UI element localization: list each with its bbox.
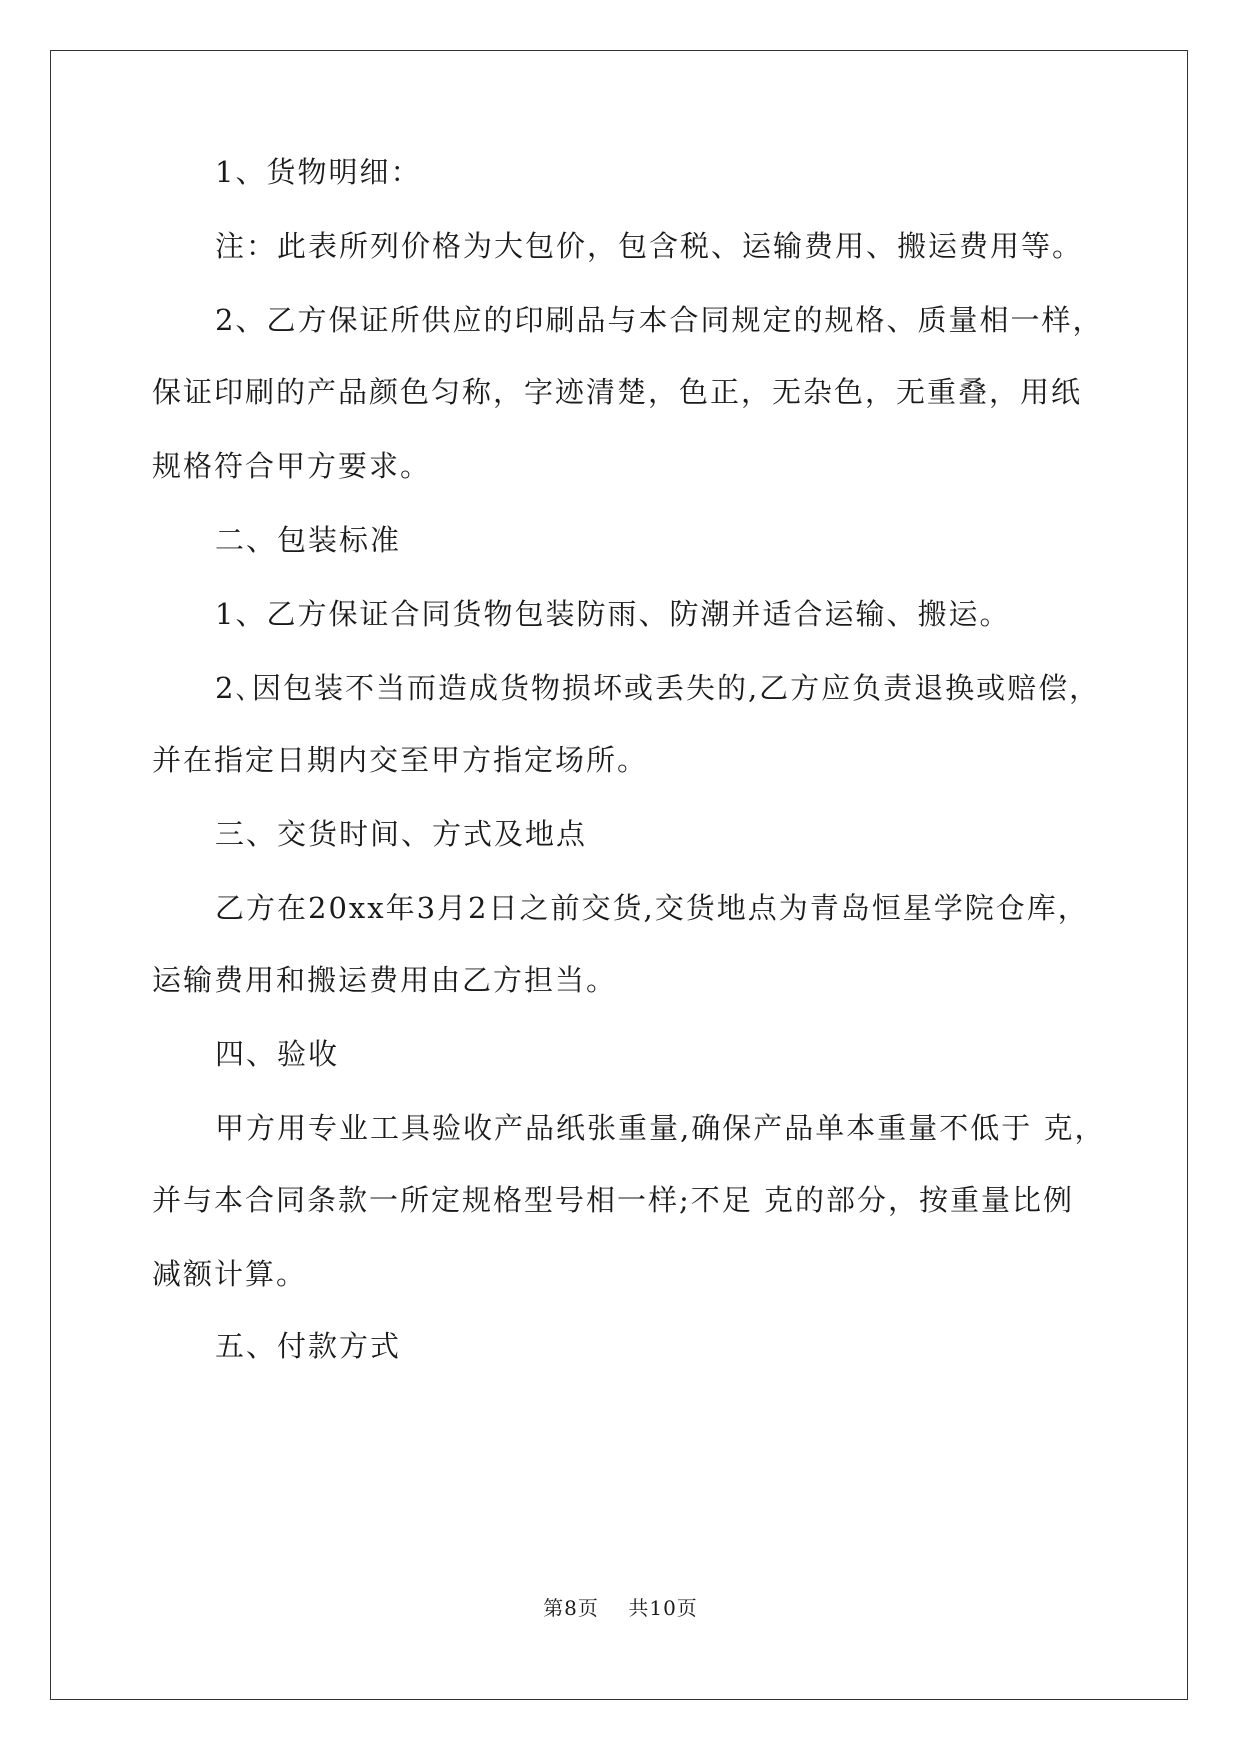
section-heading-packaging: 二、包装标准 [215, 523, 402, 557]
section-heading-acceptance: 四、验收 [215, 1037, 340, 1071]
paragraph-quality-guarantee-cont-1: 保证印刷的产品颜色匀称，字迹清楚，色正，无杂色，无重叠，用纸 [152, 375, 1083, 409]
paragraph-delivery-cont: 运输费用和搬运费用由乙方担当。 [152, 963, 618, 997]
paragraph-packaging-1: 1、乙方保证合同货物包装防雨、防潮并适合运输、搬运。 [215, 597, 1011, 631]
paragraph-packaging-2: 2､因包装不当而造成货物损坏或丢失的,乙方应负责退换或赔偿， [215, 671, 1101, 705]
section-heading-payment: 五、付款方式 [215, 1329, 402, 1363]
section-heading-delivery: 三、交货时间、方式及地点 [215, 817, 588, 851]
paragraph-goods-details: 1、货物明细： [215, 155, 422, 189]
page-number-footer: 第8页 共10页 [543, 1596, 698, 1620]
paragraph-acceptance-cont-2: 减额计算。 [152, 1257, 308, 1291]
paragraph-price-note: 注：此表所列价格为大包价，包含税、运输费用、搬运费用等。 [215, 229, 1084, 263]
paragraph-acceptance-cont-1: 并与本合同条款一所定规格型号相一样;不足 克的部分，按重量比例 [152, 1183, 1074, 1217]
paragraph-quality-guarantee: 2、乙方保证所供应的印刷品与本合同规定的规格、质量相一样， [215, 303, 1104, 337]
paragraph-delivery: 乙方在20xx年3月2日之前交货,交货地点为青岛恒星学院仓库， [215, 891, 1089, 925]
paragraph-quality-guarantee-cont-2: 规格符合甲方要求。 [152, 449, 432, 483]
paragraph-acceptance: 甲方用专业工具验收产品纸张重量,确保产品单本重量不低于 克， [215, 1111, 1106, 1145]
paragraph-packaging-2-cont: 并在指定日期内交至甲方指定场所。 [152, 743, 649, 777]
page-border [50, 50, 1188, 1700]
